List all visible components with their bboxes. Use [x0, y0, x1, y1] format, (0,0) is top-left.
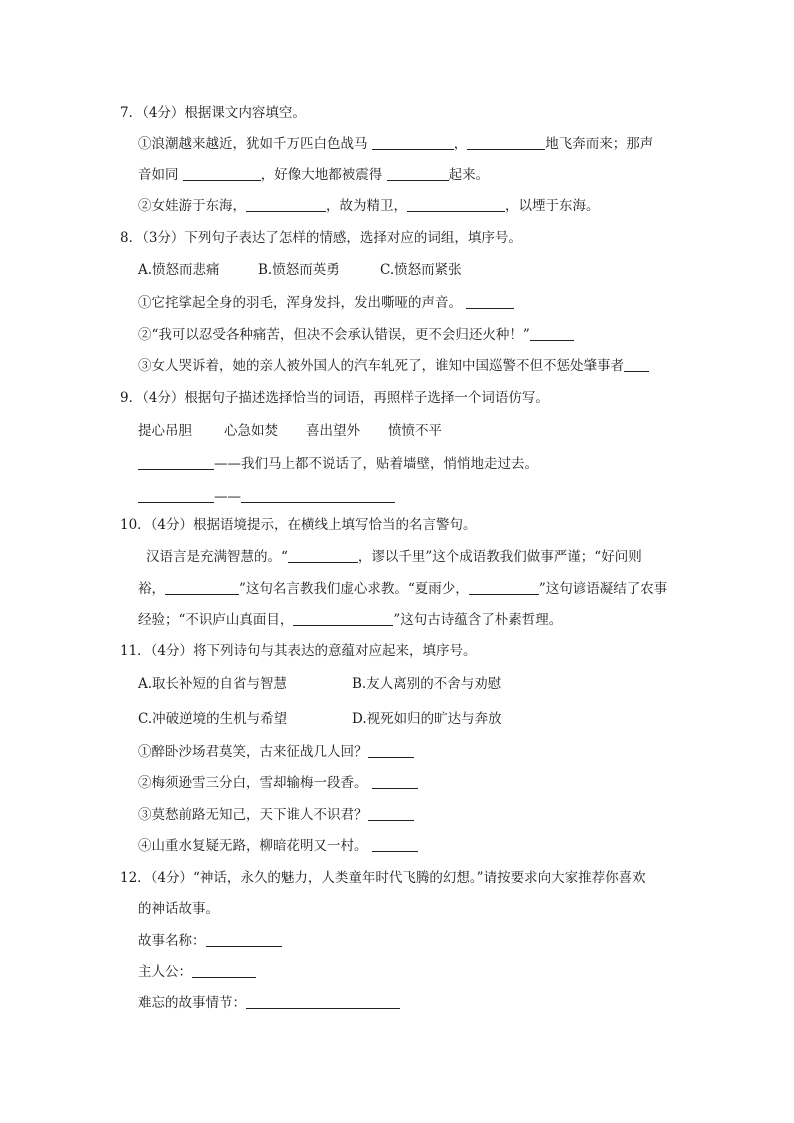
q11-poem-3 [138, 805, 414, 825]
q9-word-4: 愤愤不平 [388, 423, 442, 439]
q9-imitation [138, 487, 395, 507]
q11-option-c: C.冲破逆境的生机与希望 [138, 711, 288, 727]
q7-blank-2[interactable] [467, 135, 545, 150]
q11-poem-3-text: ③莫愁前路无知己，天下谁人不识君？ [138, 807, 368, 823]
q10-line3 [138, 610, 562, 630]
q11-title: 11．（4分）将下列诗句与其表达的意蕴对应起来，填序号。 [120, 643, 477, 659]
q8-blank-2[interactable] [530, 326, 574, 341]
q7-blank-1[interactable] [372, 135, 454, 150]
q10-line1 [146, 547, 642, 567]
q9-title: 9．（4分）根据句子描述选择恰当的词语，再照样子选择一个词语仿写。 [120, 390, 549, 406]
q7-line3-c: ，以堙于东海。 [505, 198, 600, 214]
q12-hero [138, 962, 256, 982]
q12-plot [138, 993, 400, 1013]
q9-blank-1[interactable] [138, 455, 214, 470]
q8-blank-3[interactable] [624, 357, 649, 372]
q11-blank-4[interactable] [372, 837, 418, 852]
q7-blank-6[interactable] [407, 197, 505, 212]
q12-title-cont: 的神话故事。 [138, 901, 219, 917]
q10-line3-a: 经验；“不识庐山真面目， [138, 612, 294, 628]
q9-word-3: 喜出望外 [306, 423, 360, 439]
q9-blank-3[interactable] [241, 488, 395, 503]
q7-line1-c: 地飞奔而来；那声 [545, 136, 654, 152]
q11-poem-1-text: ①醉卧沙场君莫笑，古来征战几人回？ [138, 744, 368, 760]
q12-plot-label: 难忘的故事情节： [138, 995, 246, 1011]
q8-option-b: B.愤怒而英勇 [258, 262, 340, 278]
q8-sentence-2-text: ②“我可以忍受各种痛苦，但决不会承认错误，更不会归还火种！” [138, 327, 530, 343]
q8-sentence-3 [138, 356, 649, 376]
q7-line2 [138, 165, 489, 185]
q11-options-row1 [138, 674, 501, 694]
q10-line1-a: 汉语言是充满智慧的。“ [146, 549, 288, 565]
q8-option-a: A.愤怒而悲痛 [138, 262, 220, 278]
q10-line2-c: ”这句谚语凝结了农事 [538, 581, 668, 597]
q7-title: 7．（4分）根据课文内容填空。 [120, 105, 306, 121]
q9-word-2: 心急如焚 [224, 423, 278, 439]
q10-line3-b: ”这句古诗蕴含了朴素哲理。 [393, 612, 563, 628]
q11-poem-2-text: ②梅须逊雪三分白，雪却输梅一段香。 [138, 775, 372, 791]
q11-poem-1 [138, 742, 414, 762]
q7-line1-b: ， [453, 136, 468, 152]
q9-dash: —— [214, 489, 241, 505]
q11-blank-1[interactable] [368, 743, 414, 758]
q11-poem-4-text: ④山重水复疑无路，柳暗花明又一村。 [138, 838, 372, 854]
q7-line2-a: 音如同 [138, 167, 183, 183]
q9-blank-2[interactable] [138, 488, 214, 503]
q11-option-a: A.取长补短的自省与智慧 [138, 676, 288, 692]
q11-poem-2 [138, 773, 418, 793]
q12-story-name-label: 故事名称： [138, 933, 206, 949]
q8-sentence-1-text: ①它挓挲起全身的羽毛，浑身发抖，发出嘶哑的声音。 [138, 295, 467, 311]
q9-word-1: 提心吊胆 [138, 423, 192, 439]
q10-line2-b: ”这句名言教我们虚心求教。“夏雨少， [239, 581, 469, 597]
q10-title: 10．（4分）根据语境提示，在横线上填写恰当的名言警句。 [120, 517, 477, 533]
q8-blank-1[interactable] [466, 294, 514, 309]
q11-option-d: D.视死如归的旷达与奔放 [352, 711, 502, 727]
q7-line2-c: 起来。 [448, 167, 490, 183]
q9-example [138, 454, 538, 474]
q8-sentence-1 [138, 293, 514, 313]
q10-line2-a: 裕， [138, 581, 165, 597]
q8-sentence-3-text: ③女人哭诉着，她的亲人被外国人的汽车轧死了，谁知中国巡警不但不惩处肇事者 [138, 358, 624, 374]
q10-blank-3[interactable] [469, 580, 539, 595]
q12-title: 12．（4分）“神话，永久的魅力，人类童年时代飞腾的幻想。”请按要求向大家推荐你喜欢 [120, 870, 646, 886]
q7-line1 [138, 134, 653, 154]
q7-line3-a: ②女娃游于东海， [138, 198, 246, 214]
q11-option-b: B.友人离别的不舍与劝慰 [352, 676, 502, 692]
q7-blank-4[interactable] [387, 166, 449, 181]
q7-line3 [138, 196, 600, 216]
q9-word-bank [138, 421, 442, 441]
q7-line2-b: ，好像大地都被震得 [260, 167, 387, 183]
q11-blank-2[interactable] [372, 774, 418, 789]
q12-plot-field[interactable] [246, 994, 400, 1009]
q10-line2 [138, 579, 667, 599]
q10-blank-4[interactable] [293, 611, 393, 626]
q8-option-c: C.愤怒而紧张 [380, 262, 462, 278]
q8-title: 8．（3分）下列句子表达了怎样的情感，选择对应的词组，填序号。 [120, 230, 522, 246]
q11-poem-4 [138, 836, 418, 856]
q12-hero-label: 主人公： [138, 964, 192, 980]
q7-blank-5[interactable] [246, 197, 326, 212]
q8-options [138, 260, 462, 280]
q7-line1-a: ①浪潮越来越近，犹如千万匹白色战马 [138, 136, 372, 152]
q9-example-text: ——我们马上都不说话了，贴着墙壁，悄悄地走过去。 [214, 456, 538, 472]
q7-blank-3[interactable] [183, 166, 261, 181]
q10-line1-b: ，谬以千里”这个成语教我们做事严谨；“好问则 [357, 549, 642, 565]
q8-sentence-2 [138, 325, 574, 345]
q11-options-row2 [138, 709, 502, 729]
q12-hero-field[interactable] [192, 963, 256, 978]
q11-blank-3[interactable] [368, 806, 414, 821]
q7-line3-b: ，故为精卫， [326, 198, 407, 214]
q12-story-name [138, 931, 282, 951]
q10-blank-1[interactable] [288, 548, 358, 563]
q10-blank-2[interactable] [165, 580, 239, 595]
q12-story-name-field[interactable] [206, 932, 282, 947]
